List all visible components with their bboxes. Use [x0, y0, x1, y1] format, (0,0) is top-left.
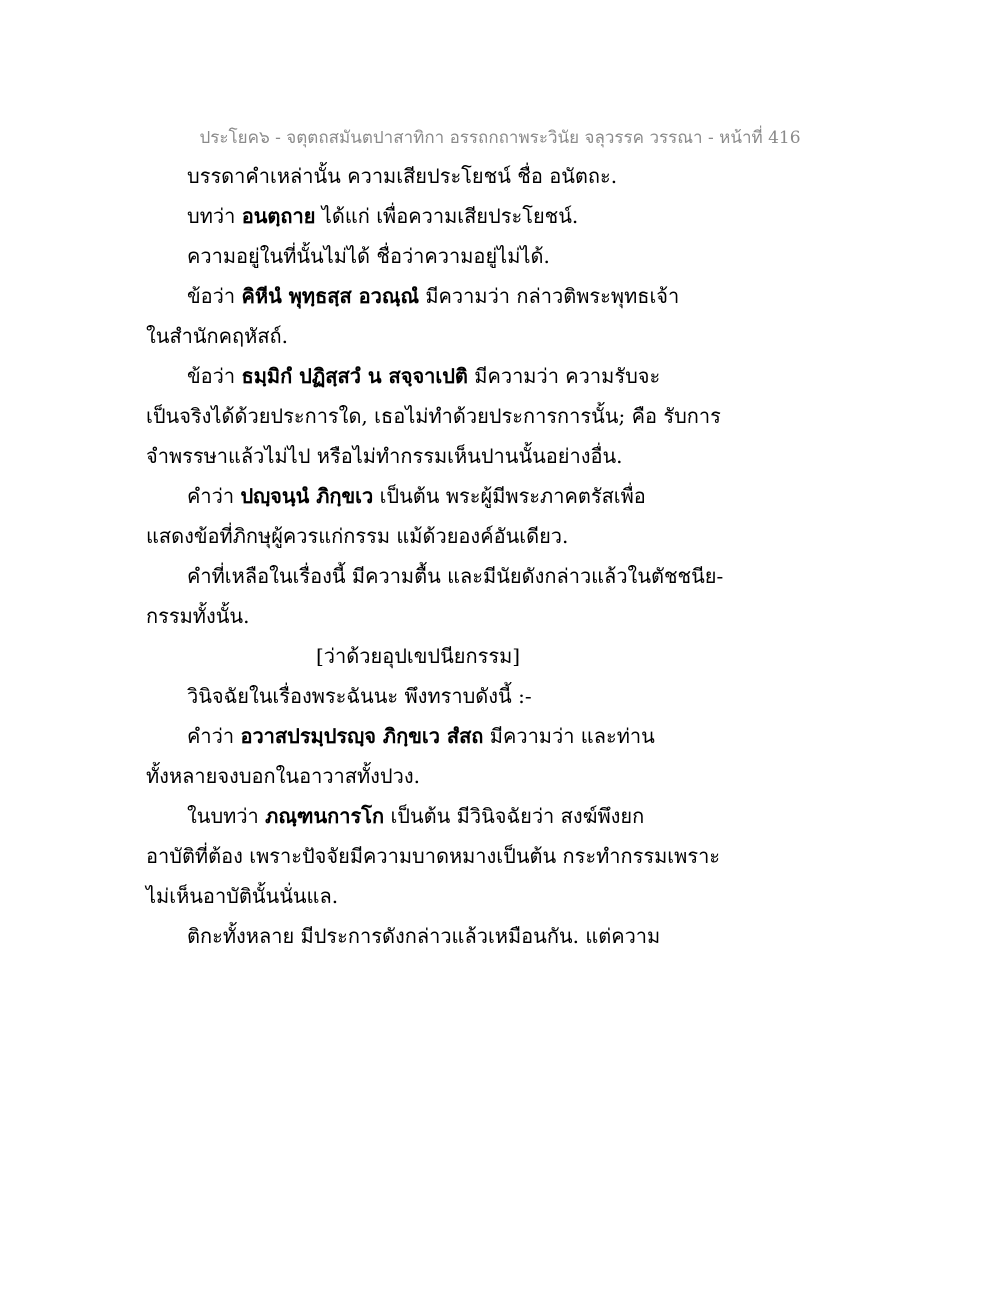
text-line: [187, 362, 660, 390]
text-line: เป็นจริงได้ด้วยประการใด, เธอไม่ทำด้วยประการการนั้น; คือ รับการ: [146, 404, 721, 428]
text-line: ติกะทั้งหลาย มีประการดังกล่าวแล้วเหมือนกัน. แต่ความ: [187, 924, 661, 948]
line-text: บทว่า: [187, 204, 242, 228]
pali-term: อนตฺถาย: [241, 204, 316, 228]
pali-term: ปญฺจนฺนํ ภิกฺขเว: [240, 484, 374, 508]
running-header: ประโยค๖ - จตุตถสมันตปาสาทิกา อรรถกถาพระวินัย จลุวรรค วรรณา - หน้าที่ 416: [199, 128, 801, 148]
text-line: [187, 802, 644, 830]
line-text: คำว่า: [187, 484, 241, 508]
text-line: อาบัติที่ต้อง เพราะปัจจัยมีความบาดหมางเป็นต้น กระทำกรรมเพราะ: [146, 844, 721, 868]
text-line: ทั้งหลายจงบอกในอาวาสทั้งปวง.: [146, 764, 420, 788]
text-line: [187, 282, 679, 310]
text-line: กรรมทั้งนั้น.: [146, 604, 250, 628]
line-text: ในบทว่า: [187, 804, 266, 828]
text-line: วินิจฉัยในเรื่องพระฉันนะ พึงทราบดังนี้ :-: [187, 684, 532, 708]
text-line: จำพรรษาแล้วไม่ไป หรือไม่ทำกรรมเห็นปานนั้นอย่างอื่น.: [146, 444, 623, 468]
text-line: ในสำนักคฤหัสถ์.: [146, 324, 289, 348]
pali-term: ธมฺมิกํ ปฏิสฺสวํ น สจฺจาเปติ: [241, 364, 468, 388]
line-text: ข้อว่า: [187, 284, 242, 308]
text-line: คำที่เหลือในเรื่องนี้ มีความตื้น และมีนัยดังกล่าวแล้วในตัชชนีย-: [187, 564, 724, 588]
pali-term: อวาสปรมฺปรญฺจ ภิกฺขเว สํสถ: [240, 724, 484, 748]
pali-term: ภณฺฑนการโก: [265, 804, 385, 828]
line-text: เป็นต้น พระผู้มีพระภาคตรัสเพื่อ: [373, 484, 646, 508]
text-line: [187, 482, 646, 510]
line-text: มีความว่า และท่าน: [483, 724, 655, 748]
line-text: มีความว่า ความรับจะ: [467, 364, 661, 388]
line-text: ได้แก่ เพื่อความเสียประโยชน์.: [315, 204, 579, 228]
line-text: เป็นต้น มีวินิจฉัยว่า สงฆ์พึงยก: [384, 804, 645, 828]
text-line: ไม่เห็นอาบัตินั้นนั่นแล.: [146, 884, 339, 908]
text-line: [187, 202, 578, 230]
text-line: ความอยู่ในที่นั้นไม่ได้ ชื่อว่าความอยู่ไม่ได้.: [187, 244, 550, 268]
line-text: คำว่า: [187, 724, 241, 748]
line-text: มีความว่า กล่าวติพระพุทธเจ้า: [419, 284, 680, 308]
section-heading: [ว่าด้วยอุปเขปนียกรรม]: [316, 644, 521, 668]
text-line: บรรดาคำเหล่านั้น ความเสียประโยชน์ ชื่อ อนัตถะ.: [187, 164, 618, 188]
text-line: [187, 722, 655, 750]
pali-term: คิหีนํ พุทฺธสฺส อวณฺณํ: [241, 284, 420, 308]
text-line: แสดงข้อที่ภิกษุผู้ควรแก่กรรม แม้ด้วยองค์อันเดียว.: [146, 524, 569, 548]
line-text: ข้อว่า: [187, 364, 242, 388]
